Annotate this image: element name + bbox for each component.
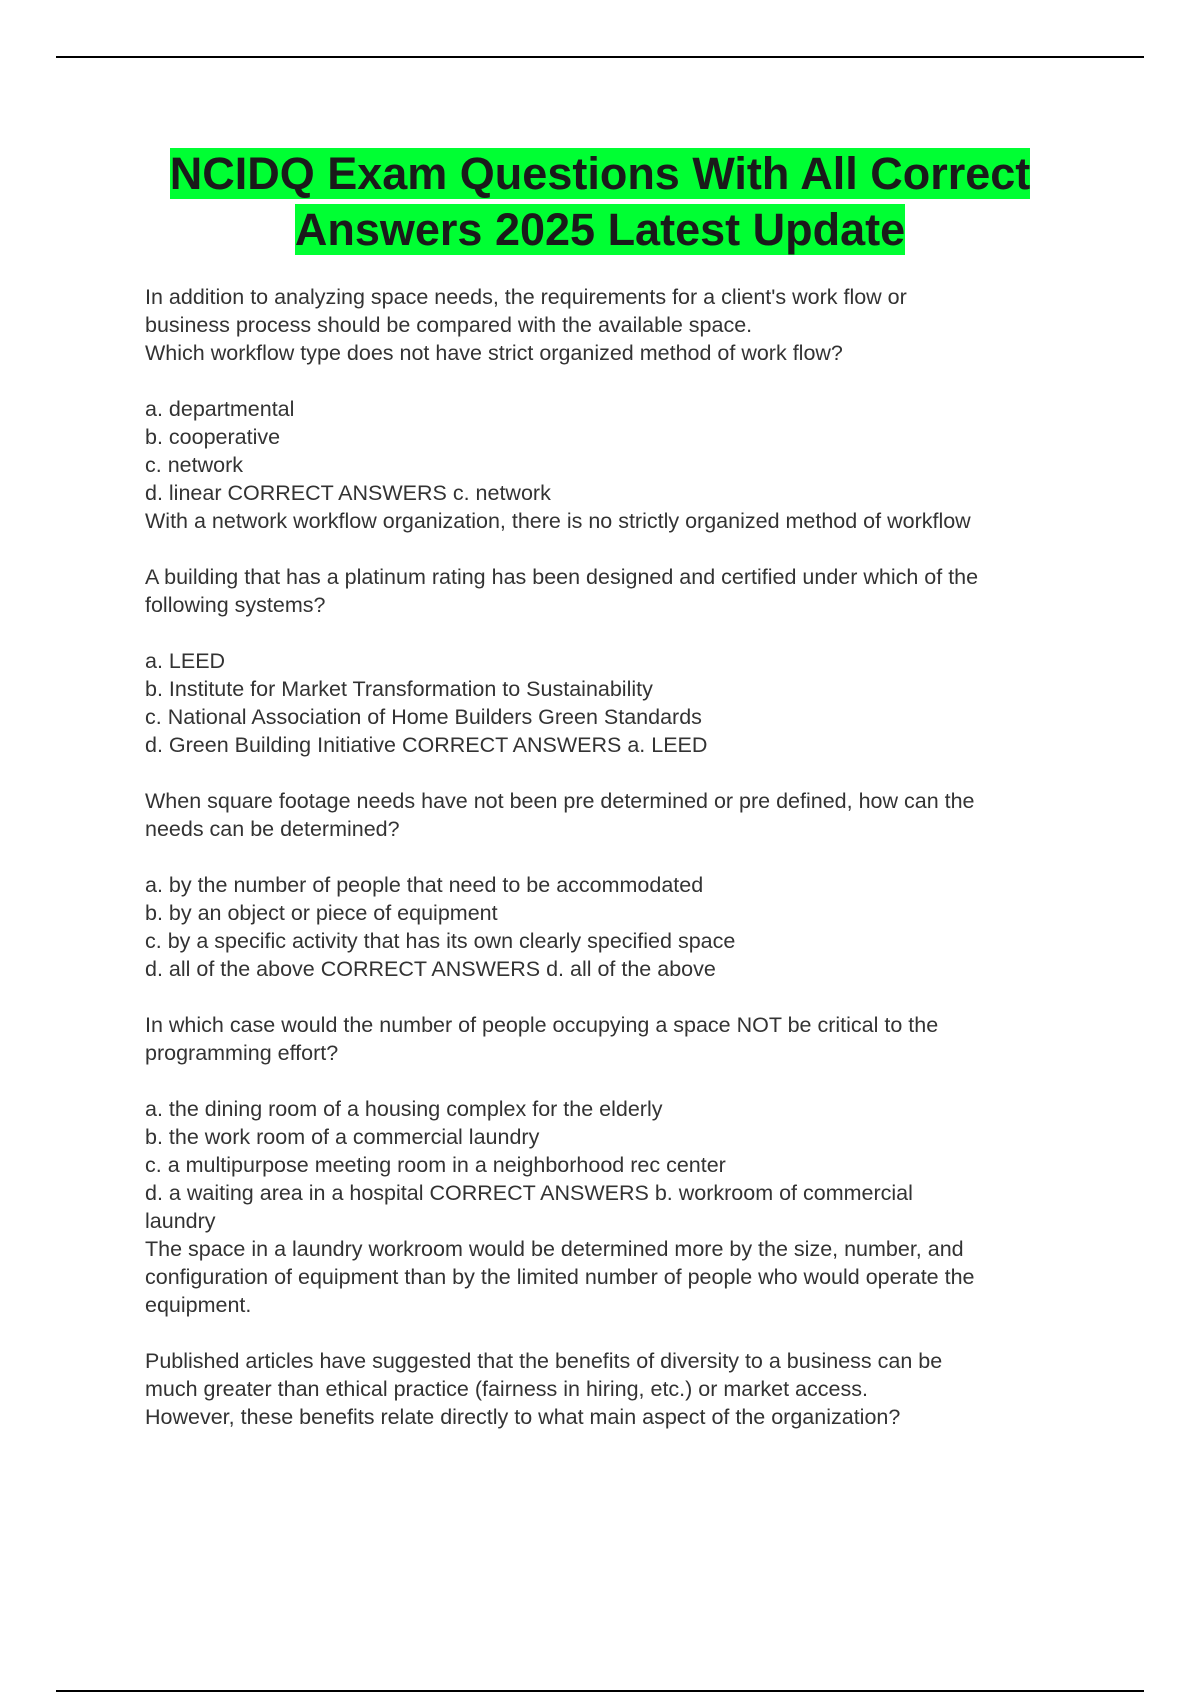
answer-option: c. a multipurpose meeting room in a neighborhood rec center [145,1153,726,1177]
footer-rule [56,1690,1144,1692]
question-stem: much greater than ethical practice (fairness in hiring, etc.) or market access. [145,1377,868,1401]
answer-option: a. the dining room of a housing complex for the elderly [145,1097,663,1121]
answer-option-with-correct-answer: d. all of the above CORRECT ANSWERS d. all of the above [145,957,716,981]
document-title [100,146,1100,258]
question-stem: When square footage needs have not been pre determined or pre defined, how can the [145,789,975,813]
question-list [145,283,1085,1431]
answer-option: c. network [145,453,243,477]
answer-explanation: equipment. [145,1293,252,1317]
answer-option: b. by an object or piece of equipment [145,901,498,925]
header-rule [56,56,1144,58]
answer-option: b. cooperative [145,425,281,449]
answer-explanation: configuration of equipment than by the limited number of people who would operate the [145,1265,975,1289]
title-line-1: NCIDQ Exam Questions With All Correct [169,148,1031,199]
question-stem: However, these benefits relate directly to what main aspect of the organization? [145,1405,901,1429]
question-stem: needs can be determined? [145,817,400,841]
question-block-3 [145,787,1085,983]
answer-option: b. the work room of a commercial laundry [145,1125,540,1149]
question-stem: In addition to analyzing space needs, the requirements for a client's work flow or [145,285,907,309]
answer-option-with-correct-answer: d. a waiting area in a hospital CORRECT ANSWERS b. workroom of commercial [145,1181,913,1205]
question-stem: Published articles have suggested that the benefits of diversity to a business can be [145,1349,943,1373]
question-stem: following systems? [145,593,326,617]
question-stem: In which case would the number of people occupying a space NOT be critical to the [145,1013,939,1037]
question-stem: A building that has a platinum rating has been designed and certified under which of the [145,565,979,589]
answer-option: a. departmental [145,397,295,421]
question-block-2 [145,563,1085,759]
question-stem: Which workflow type does not have strict organized method of work flow? [145,341,843,365]
title-line-2: Answers 2025 Latest Update [294,204,906,255]
answer-option-with-correct-answer: d. linear CORRECT ANSWERS c. network [145,481,551,505]
answer-option-with-correct-answer: laundry [145,1209,216,1233]
question-block-4 [145,1011,1085,1319]
answer-explanation: With a network workflow organization, there is no strictly organized method of workflow [145,509,971,533]
answer-option-with-correct-answer: d. Green Building Initiative CORRECT ANSWERS a. LEED [145,733,708,757]
answer-option: a. LEED [145,649,226,673]
answer-explanation: The space in a laundry workroom would be determined more by the size, number, and [145,1237,964,1261]
answer-option: c. by a specific activity that has its own clearly specified space [145,929,736,953]
answer-option: a. by the number of people that need to be accommodated [145,873,704,897]
answer-option: c. National Association of Home Builders Green Standards [145,705,702,729]
question-stem: programming effort? [145,1041,339,1065]
question-block-5 [145,1347,1085,1431]
answer-option: b. Institute for Market Transformation to Sustainability [145,677,653,701]
question-block-1 [145,283,1085,535]
question-stem: business process should be compared with the available space. [145,313,753,337]
